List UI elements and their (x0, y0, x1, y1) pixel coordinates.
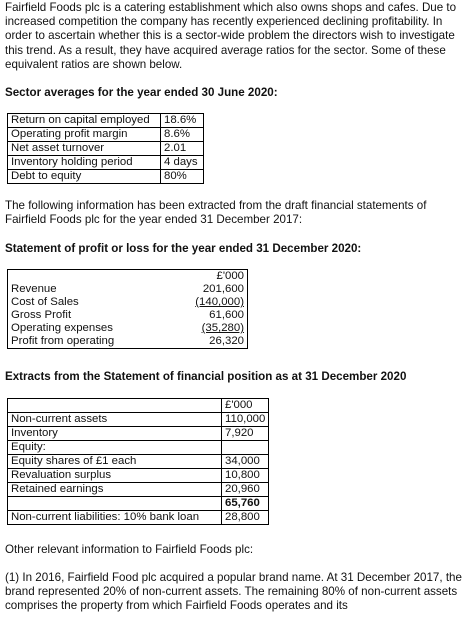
table-row (8, 270, 248, 284)
fp-label: Retained earnings (8, 483, 222, 497)
table-row (8, 142, 204, 156)
pl-value: 61,600 (173, 309, 248, 322)
table-row (8, 497, 269, 511)
currency-header: £'000 (222, 399, 269, 413)
financial-position-table (7, 398, 269, 525)
profit-loss-table (7, 269, 248, 349)
pl-value: 201,600 (173, 283, 248, 296)
ratio-label: Operating profit margin (8, 128, 161, 142)
table-row (8, 511, 269, 525)
table-row (8, 413, 269, 427)
ratio-value: 18.6% (161, 114, 204, 128)
table-row (8, 156, 204, 170)
table-row (8, 455, 269, 469)
fp-label: Non-current assets (8, 413, 222, 427)
pl-value: (140,000) (173, 296, 248, 309)
table-row (8, 128, 204, 142)
table-row (8, 483, 269, 497)
fp-label: Equity shares of £1 each (8, 455, 222, 469)
note-1: (1) In 2016, Fairfield Food plc acquired a popular brand name. At 31 December 2017, the brand represented 20% of non-current assets. The remaining 80% of non-current assets comprises the property from which Fairfield Foods operates and its (5, 571, 462, 613)
ratio-label: Inventory holding period (8, 156, 161, 170)
fp-value: 7,920 (222, 427, 269, 441)
equity-total: 65,760 (222, 497, 269, 511)
fp-value: 20,960 (222, 483, 269, 497)
ratio-label: Return on capital employed (8, 114, 161, 128)
table-row (8, 170, 204, 184)
table-row (8, 469, 269, 483)
pl-label: Revenue (8, 283, 174, 296)
sector-ratios-table (7, 113, 204, 184)
ratio-label: Debt to equity (8, 170, 161, 184)
profit-loss-heading: Statement of profit or loss for the year ended 31 December 2020: (5, 242, 362, 255)
ratio-value: 2.01 (161, 142, 204, 156)
table-row (8, 309, 248, 322)
table-row (8, 114, 204, 128)
ratio-value: 4 days (161, 156, 204, 170)
other-info-heading: Other relevant information to Fairfield Foods plc: (5, 543, 254, 556)
fp-label: Equity: (8, 441, 222, 455)
sector-averages-heading: Sector averages for the year ended 30 June 2020: (5, 86, 278, 99)
table-row (8, 296, 248, 309)
table-row (8, 283, 248, 296)
pl-label: Profit from operating (8, 335, 174, 349)
table-row (8, 399, 269, 413)
ratio-value: 80% (161, 170, 204, 184)
fp-label: Revaluation surplus (8, 469, 222, 483)
fp-value: 34,000 (222, 455, 269, 469)
pl-label: Cost of Sales (8, 296, 174, 309)
extract-intro: The following information has been extracted from the draft financial statements of Fairfield Foods plc for the year ended 31 December 2017: (5, 199, 427, 227)
fp-value: 28,800 (222, 511, 269, 525)
table-row (8, 441, 269, 455)
pl-value: 26,320 (173, 335, 248, 349)
fp-label: Inventory (8, 427, 222, 441)
pl-label: Operating expenses (8, 322, 174, 335)
pl-value: (35,280) (173, 322, 248, 335)
fp-value: 110,000 (222, 413, 269, 427)
table-row (8, 335, 248, 349)
ratio-label: Net asset turnover (8, 142, 161, 156)
pl-label: Gross Profit (8, 309, 174, 322)
currency-header: £'000 (173, 270, 248, 284)
fp-value: 10,800 (222, 469, 269, 483)
fp-label: Non-current liabilities: 10% bank loan (8, 511, 222, 525)
intro-paragraph: Fairfield Foods plc is a catering establishment which also owns shops and cafes. Due to increased competition the company has recently experienced declining profitability. In order to ascertain whether this is a sector-wide problem the directors wish to investigate this trend. As a result, they have acquired average ratios for the sector. Some of these equivalent ratios are shown below. (5, 1, 457, 71)
table-row (8, 427, 269, 441)
financial-position-heading: Extracts from the Statement of financial position as at 31 December 2020 (5, 370, 407, 383)
ratio-value: 8.6% (161, 128, 204, 142)
table-row (8, 322, 248, 335)
